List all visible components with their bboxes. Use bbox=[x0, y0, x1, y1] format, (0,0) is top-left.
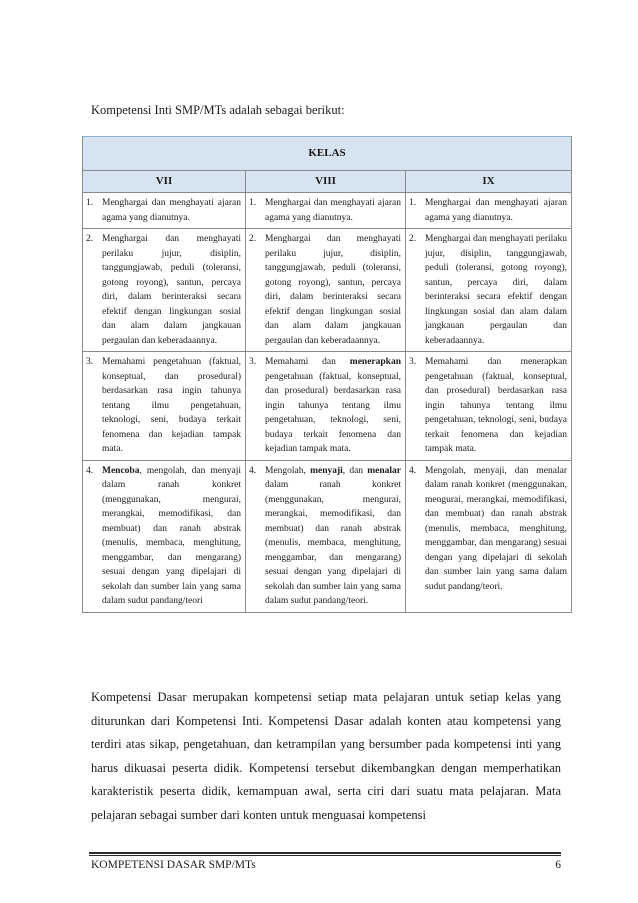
table-cell-ix bbox=[406, 460, 572, 612]
kelas-header: KELAS bbox=[83, 137, 572, 171]
table-cell-ix bbox=[406, 352, 572, 461]
table-row bbox=[83, 352, 572, 461]
table-cell-viii bbox=[246, 352, 406, 461]
item-text: Menghargai dan menghayati ajaran agama yang dianutnya. bbox=[102, 198, 241, 223]
table-row bbox=[83, 229, 572, 352]
item-number: 2. bbox=[86, 234, 94, 244]
item-number: 4. bbox=[409, 465, 417, 476]
table-cell-vii bbox=[83, 460, 246, 612]
footer-rule-thin bbox=[89, 855, 561, 856]
item-text: Menghargai dan menghayati ajaran agama yang dianutnya. bbox=[425, 198, 567, 223]
page-number: 6 bbox=[555, 859, 561, 871]
item-text: Memahami dan menerapkan pengetahuan (faktual, konseptual, dan prosedural) berdasarkan rasa ingin tahunya tentang ilmu pengetahuan, teknologi, seni, budaya terkait fenomena dan kejadian tampak mata. bbox=[425, 357, 567, 454]
table-row bbox=[83, 193, 572, 229]
table-cell-vii bbox=[83, 193, 246, 229]
footer-rule bbox=[89, 852, 561, 854]
item-number: 2. bbox=[249, 234, 257, 244]
item-number: 4. bbox=[86, 465, 94, 476]
item-number: 1. bbox=[249, 198, 257, 208]
item-number: 3. bbox=[409, 357, 417, 367]
table-cell-vii bbox=[83, 352, 246, 461]
level-header-vii: VII bbox=[83, 171, 246, 193]
item-text: Memahami pengetahuan (faktual, konseptual, dan prosedural) berdasarkan rasa ingin tahunya tentang ilmu pengetahuan, teknologi, seni, budaya terkait fenomena dan kejadian tampak mata. bbox=[102, 357, 241, 454]
table-cell-viii bbox=[246, 460, 406, 612]
item-number: 1. bbox=[409, 198, 417, 208]
table-cell-viii bbox=[246, 193, 406, 229]
item-text: Menghargai dan menghayati perilaku jujur, disiplin, tanggungjawab, peduli (toleransi, gotong royong), santun, percaya diri, dalam berinteraksi secara efektif dengan lingkungan sosial dan alam dalam jangkauan pergaulan dan keberadaannya. bbox=[265, 234, 401, 346]
item-number: 2. bbox=[409, 234, 417, 244]
intro-text: Kompetensi Inti SMP/MTs adalah sebagai berikut: bbox=[91, 103, 345, 117]
item-text: Mengolah, menyaji, dan menalar dalam ranah konkret (menggunakan, mengurai, merangkai, memodifikasi, dan membuat) dan ranah abstrak (menulis, membaca, menghitung, menggambar, dan mengarang) sesuai dengan yang dipelajari di sekolah dan sumber lain yang sama dalam sudut pandang/teori. bbox=[265, 465, 401, 606]
item-number: 1. bbox=[86, 198, 94, 208]
table-row bbox=[83, 460, 572, 612]
table-cell-vii bbox=[83, 229, 246, 352]
item-text: Menghargai dan menghayati perilaku jujur, disiplin, tanggungjawab, peduli (toleransi, gotong royong), santun, percaya diri, dalam berinteraksi secara efektif dengan lingkungan sosial dan alam dalam jangkauan pergaulan dan keberadaannya. bbox=[102, 234, 241, 346]
item-text: Menghargai dan menghayati perilaku jujur, disiplin, tanggungjawab, peduli (toleransi, gotong royong), santun, percaya diri, dalam berinteraksi secara efektif dengan lingkungan sosial dan alam dalam jangkauan pergaulan dan keberadaannya. bbox=[425, 234, 568, 346]
level-header-viii: VIII bbox=[246, 171, 406, 193]
table-cell-ix bbox=[406, 193, 572, 229]
item-text: Mencoba, mengolah, dan menyaji dalam ranah konkret (menggunakan, mengurai, merangkai, memodifikasi, dan membuat) dan ranah abstrak (menulis, membaca, menghitung, menggambar, dan mengarang) sesuai dengan yang dipelajari di sekolah dan sumber lain yang sama dalam sudut pandang/teori bbox=[102, 465, 241, 606]
item-text: Menghargai dan menghayati ajaran agama yang dianutnya. bbox=[265, 198, 401, 223]
item-number: 4. bbox=[249, 465, 257, 476]
table-cell-viii bbox=[246, 229, 406, 352]
item-text: Memahami dan menerapkan pengetahuan (faktual, konseptual, dan prosedural) berdasarkan rasa ingin tahunya tentang ilmu pengetahuan, teknologi, seni, budaya terkait fenomena dan kejadian tampak mata. bbox=[265, 357, 401, 454]
item-number: 3. bbox=[249, 357, 257, 367]
footer-title: KOMPETENSI DASAR SMP/MTs bbox=[91, 859, 256, 871]
level-header-ix: IX bbox=[406, 171, 572, 193]
kompetensi-inti-table bbox=[82, 136, 572, 613]
kompetensi-dasar-paragraph: Kompetensi Dasar merupakan kompetensi setiap mata pelajaran untuk setiap kelas yang diturunkan dari Kompetensi Inti. Kompetensi Dasar adalah konten atau kompetensi yang terdiri atas sikap, pengetahuan, dan ketrampilan yang bersumber pada kompetensi inti yang harus dikuasai peserta didik. Kompetensi tersebut dikembangkan dengan memperhatikan karakteristik peserta didik, kemampuan awal, serta ciri dari suatu mata pelajaran. Mata pelajaran sebagai sumber dari konten untuk menguasai kompetensi bbox=[91, 690, 561, 822]
item-text: Mengolah, menyaji, dan menalar dalam ranah konkret (menggunakan, mengurai, merangkai, memodifikasi, dan membuat) dan ranah abstrak (menulis, membaca, menghitung, menggambar, dan mengarang) sesuai dengan yang dipelajari di sekolah dan sumber lain yang sama dalam sudut pandang/teori. bbox=[425, 465, 567, 592]
table-body bbox=[83, 193, 572, 613]
item-number: 3. bbox=[86, 357, 94, 367]
table-cell-ix bbox=[406, 229, 572, 352]
